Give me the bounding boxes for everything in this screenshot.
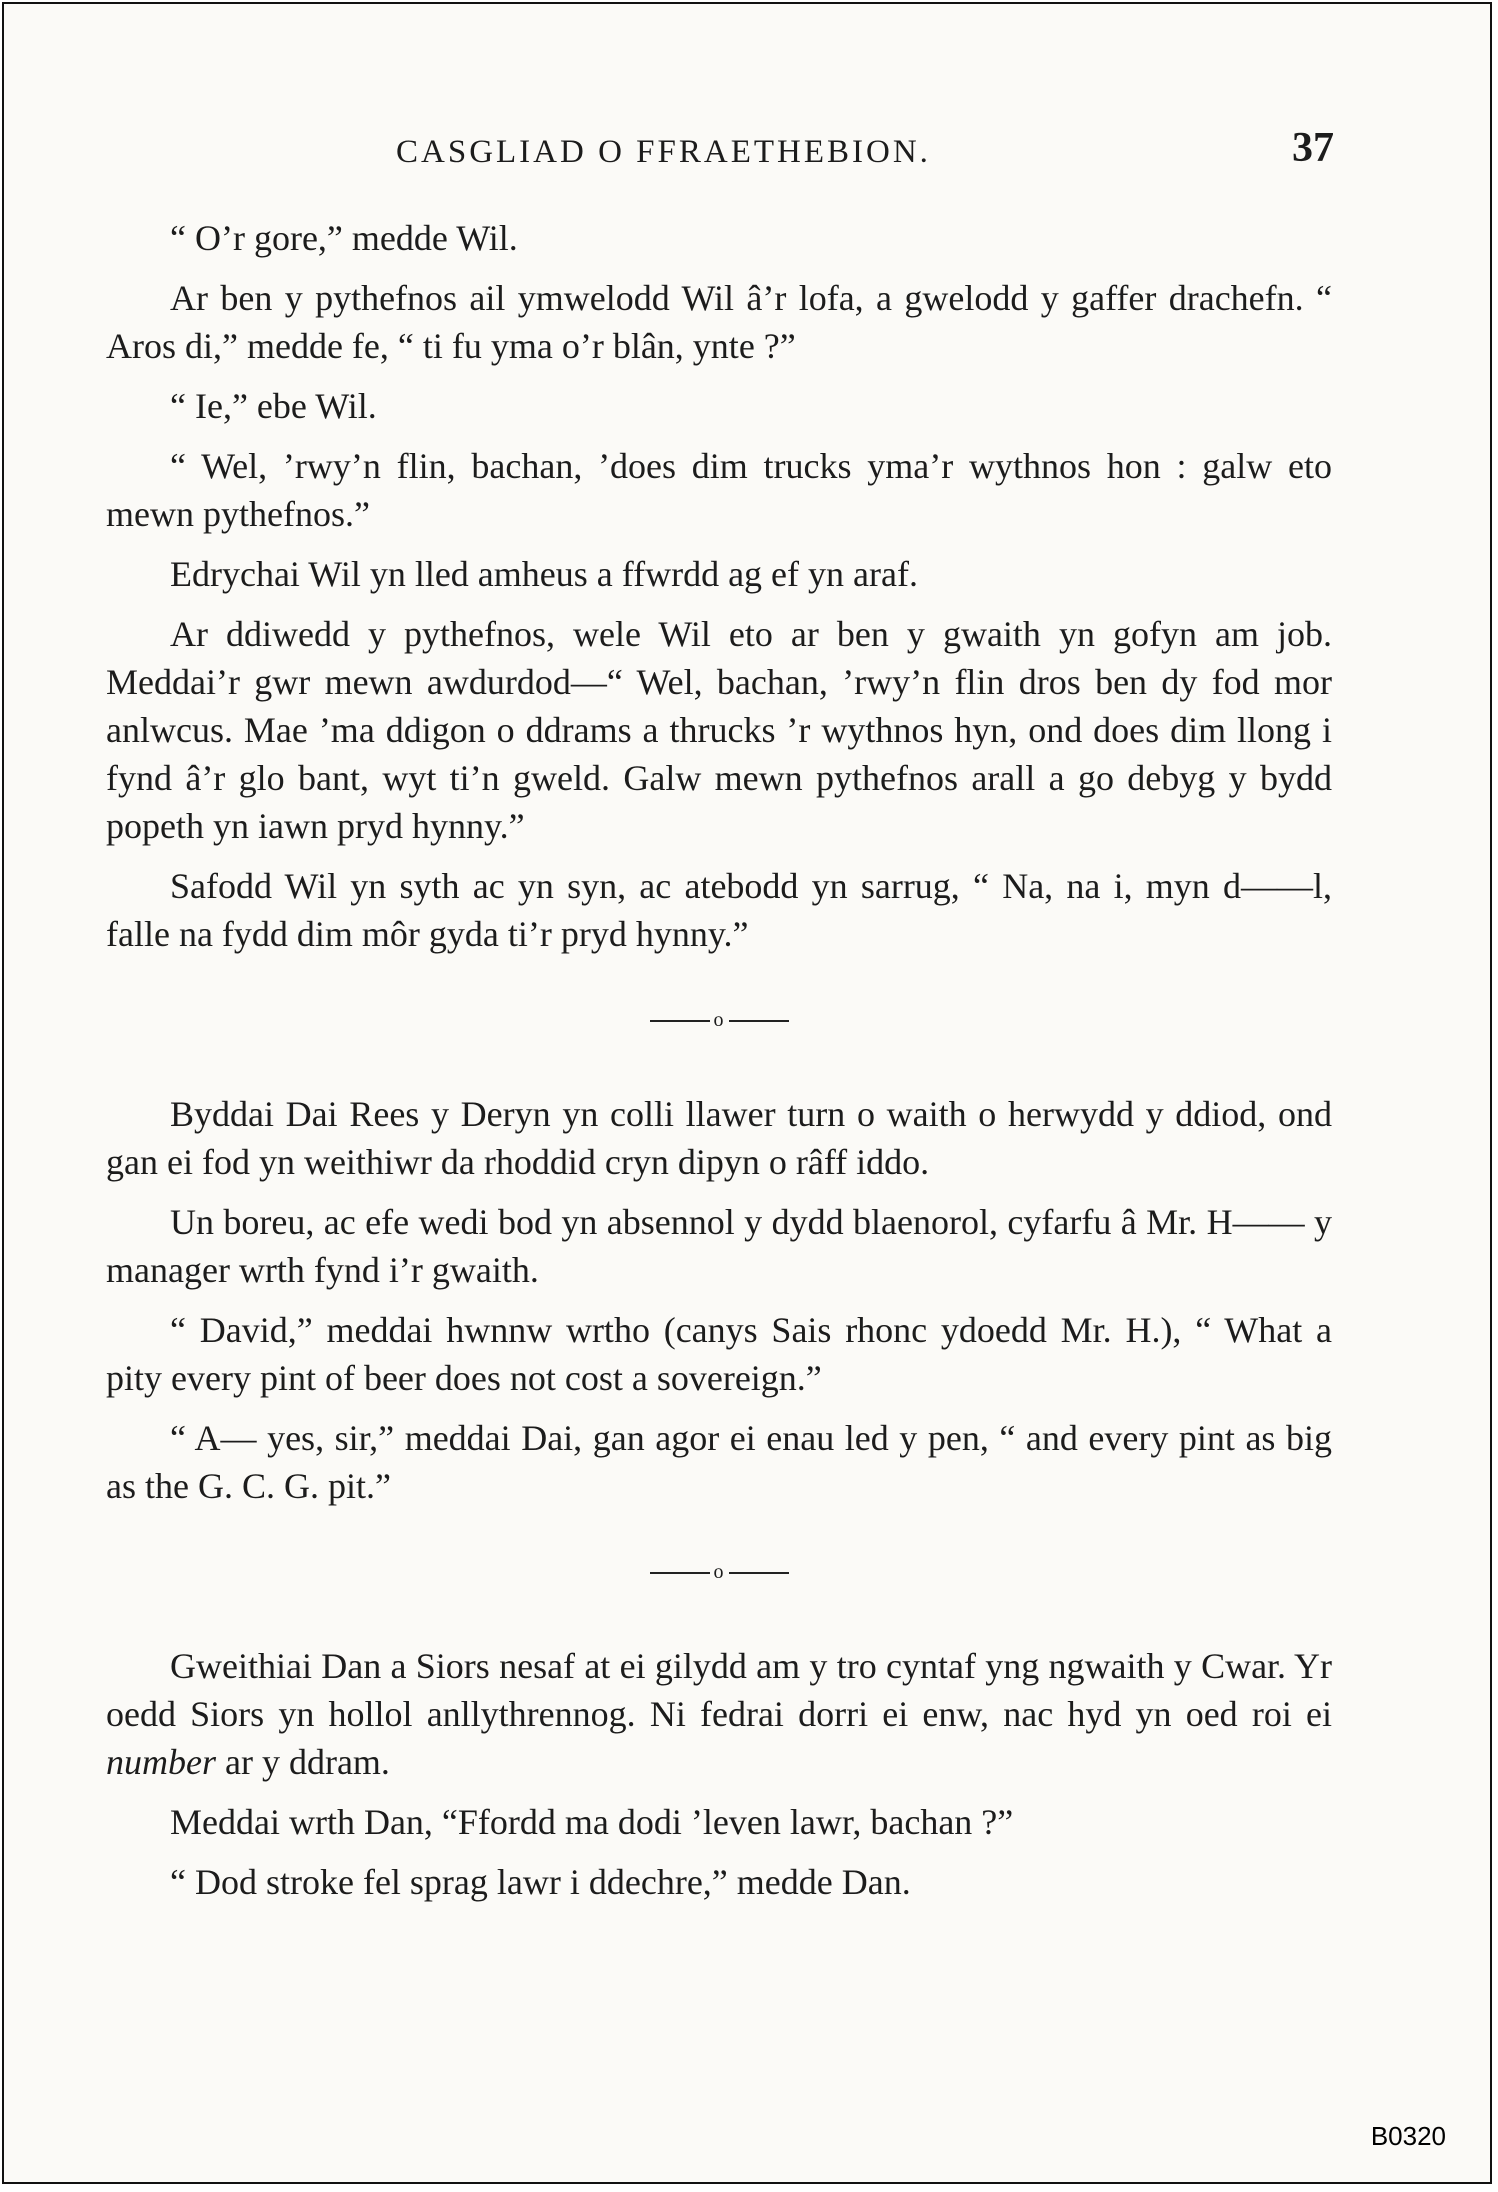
paragraph: “ A— yes, sir,” meddai Dai, gan agor ei enau led y pen, “ and every pint as big as the G. C. G. pit.” bbox=[106, 1418, 1332, 1506]
paragraph: Edrychai Wil yn lled amheus a ffwrdd ag ef yn araf. bbox=[170, 554, 918, 594]
running-head: CASGLIAD O FFRAETHEBION. bbox=[396, 134, 931, 170]
separator-mark: o bbox=[646, 1561, 793, 1583]
paragraph: “ Wel, ’rwy’n flin, bachan, ’does dim trucks yma’r wythnos hon : galw eto mewn pythefnos.” bbox=[106, 446, 1332, 534]
paragraph: Byddai Dai Rees y Deryn yn colli llawer turn o waith o herwydd y ddiod, ond gan ei fod yn weithiwr da rhoddid cryn dipyn o râff iddo. bbox=[106, 1094, 1332, 1182]
paragraph: Meddai wrth Dan, “Ffordd ma dodi ’leven lawr, bachan ?” bbox=[170, 1802, 1014, 1842]
page-body bbox=[106, 214, 1332, 1918]
book-page bbox=[2, 2, 1492, 2184]
section-separator bbox=[106, 1548, 1332, 1596]
italic-word: number bbox=[106, 1742, 216, 1782]
paragraph: “ Dod stroke fel sprag lawr i ddechre,” medde Dan. bbox=[170, 1862, 911, 1902]
paragraph: “ Ie,” ebe Wil. bbox=[170, 386, 377, 426]
page-header bbox=[104, 122, 1334, 182]
paragraph: Un boreu, ac efe wedi bod yn absennol y dydd blaenorol, cyfarfu â Mr. H—— y manager wrth fynd i’r gwaith. bbox=[106, 1202, 1332, 1290]
paragraph bbox=[106, 1642, 1332, 1786]
archive-stamp: B0320 bbox=[1370, 2121, 1446, 2151]
separator-mark: o bbox=[646, 1009, 793, 1031]
paragraph-text: ar y ddram. bbox=[225, 1742, 390, 1782]
paragraph: Safodd Wil yn syth ac yn syn, ac atebodd yn sarrug, “ Na, na i, myn d——l, falle na fydd dim môr gyda ti’r pryd hynny.” bbox=[106, 866, 1332, 954]
paragraph: Ar ben y pythefnos ail ymwelodd Wil â’r lofa, a gwelodd y gaffer drachefn. “ Aros di,” medde fe, “ ti fu yma o’r blân, ynte ?” bbox=[106, 278, 1332, 366]
paragraph: Ar ddiwedd y pythefnos, wele Wil eto ar ben y gwaith yn gofyn am job. Meddai’r gwr mewn awdurdod—“ Wel, bachan, ’rwy’n flin dros ben dy fod mor anlwcus. Mae ’ma ddigon o ddrams a thrucks ’r wythnos hyn, ond does dim llong i fynd â’r glo bant, wyt ti’n gweld. Galw mewn pythefnos arall a go debyg y bydd popeth yn iawn pryd hynny.” bbox=[106, 614, 1332, 846]
paragraph: “ O’r gore,” medde Wil. bbox=[170, 218, 518, 258]
section-separator bbox=[106, 996, 1332, 1044]
paragraph-text: Gweithiai Dan a Siors nesaf at ei gilydd am y tro cyntaf yng ngwaith y Cwar. Yr oedd Siors yn hollol anllythrennog. Ni fedrai dorri ei enw, nac hyd yn oed roi ei bbox=[106, 1646, 1332, 1734]
page-number: 37 bbox=[1292, 125, 1334, 171]
paragraph: “ David,” meddai hwnnw wrtho (canys Sais rhonc ydoedd Mr. H.), “ What a pity every pint of beer does not cost a sovereign.” bbox=[106, 1310, 1332, 1398]
